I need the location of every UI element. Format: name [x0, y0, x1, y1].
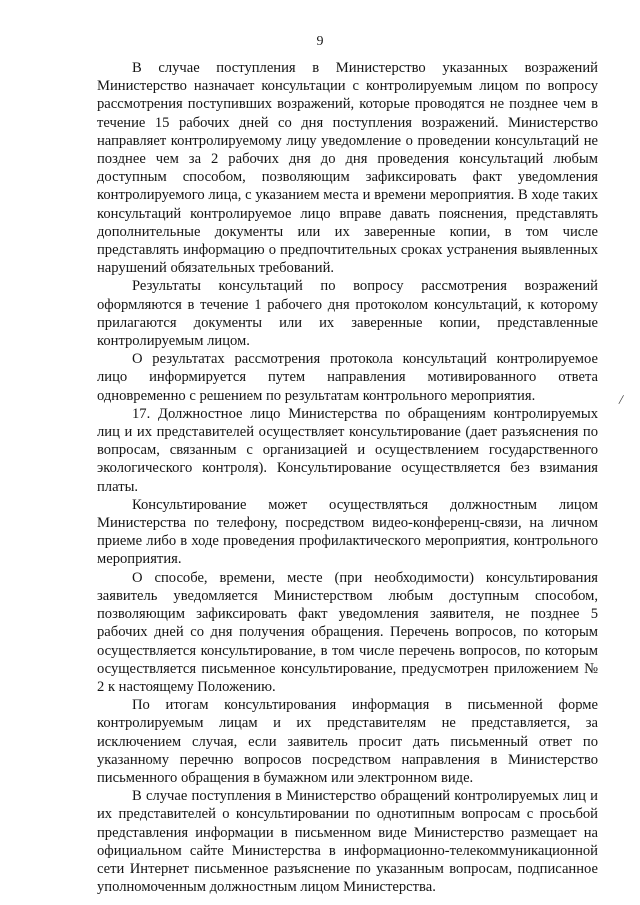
paragraph: В случае поступления в Министерство обращений контролируемых лиц и их представителей о консультировании по однотипным вопросам с просьбой представления информации в письменном виде Министерство размещает на официальном сайте Министерства в информационно-телекоммуникационной сети Интернет письменное разъяснение по указанным вопросам, подписанное уполномоченным должностным лицом Министерства.	[97, 788, 598, 896]
paragraph: О способе, времени, месте (при необходимости) консультирования заявитель уведомляется Министерством любым доступным способом, позволяющим зафиксировать факт уведомления заявителя, не позднее 5 рабочих дней со дня получения обращения. Перечень вопросов, по которым осуществляется консультирование, в том числе перечень вопросов, по которым осуществляется письменное консультирование, предусмотрен приложением № 2 к настоящему Положению.	[97, 569, 598, 695]
paragraph: Консультирование может осуществляться должностным лицом Министерства по телефону, посредством видео-конференц-связи, на личном приеме либо в ходе проведения профилактического мероприятия, контрольного мероприятия.	[97, 496, 598, 568]
paragraph: Результаты консультаций по вопросу рассмотрения возражений оформляются в течение 1 рабочего дня протоколом консультаций, к которому прилагаются документы или их заверенные копии, представленные контролируемым лицом.	[97, 278, 598, 350]
paragraph: По итогам консультирования информация в письменной форме контролируемым лицам и их представителям не представляется, за исключением случая, если заявитель просит дать письменный ответ по указанному перечню вопросов посредством направления в Министерство письменного обращения в бумажном или электронном виде.	[97, 697, 598, 786]
paragraph: В случае поступления в Министерство указанных возражений Министерство назначает консультации с контролируемым лицом по вопросу рассмотрения поступивших возражений, которые проводятся не позднее чем в течение 15 рабочих дней со дня поступления возражений. Министерство направляет контролируемому лицу уведомление о проведении консультаций не позднее чем за 2 рабочих дня до дня проведения консультаций любым доступным способом, позволяющим зафиксировать факт уведомления контролируемого лица, с указанием места и времени мероприятия. В ходе таких консультаций контролируемое лицо вправе давать пояснения, представлять дополнительные документы или их заверенные копии, в том числе представлять информацию о предпочтительных сроках устранения выявленных нарушений обязательных требований.	[97, 60, 598, 277]
paragraph: О результатах рассмотрения протокола консультаций контролируемое лицо информируется путем направления мотивированного ответа одновременно с решением по результатам контрольного мероприятия.	[97, 351, 598, 404]
margin-pen-mark: /	[617, 392, 625, 409]
document-body	[97, 59, 598, 896]
page-number: 9	[316, 34, 324, 49]
paragraph: 17. Должностное лицо Министерства по обращениям контролируемых лиц и их представителей осуществляет консультирование (дает разъяснения по вопросам, связанным с организацией и осуществлением государственного экологического контроля). Консультирование осуществляется без взимания платы.	[97, 405, 598, 495]
